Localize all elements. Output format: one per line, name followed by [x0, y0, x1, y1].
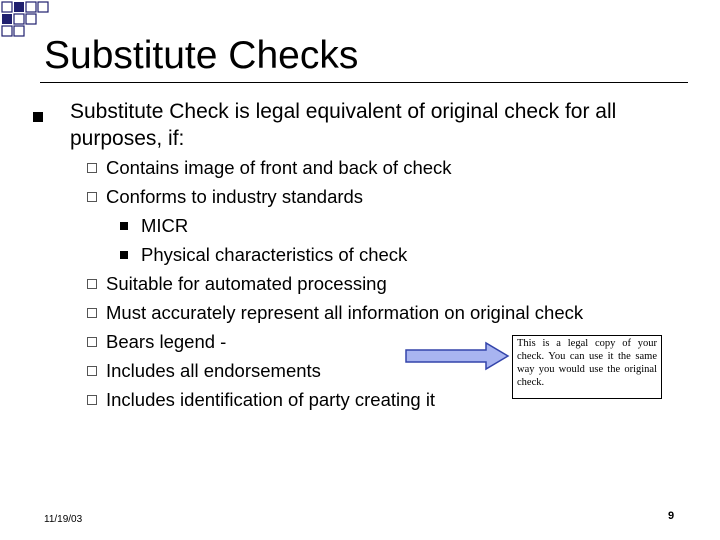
condition-item: Bears legend - — [106, 331, 227, 352]
standard-item: Physical characteristics of check — [141, 244, 408, 265]
square-bullet-icon — [33, 112, 43, 122]
slide-title: Substitute Checks — [44, 34, 359, 77]
standard-item: MICR — [141, 215, 189, 236]
footer-date: 11/19/03 — [44, 514, 83, 525]
condition-item: Includes identification of party creating it — [106, 389, 436, 410]
arrow-right-icon — [404, 341, 512, 371]
square-bullet-icon — [120, 251, 128, 259]
checkbox-bullet-icon — [87, 192, 97, 202]
title-divider — [40, 82, 688, 83]
checkbox-bullet-icon — [87, 366, 97, 376]
condition-item: Conforms to industry standards — [106, 186, 364, 207]
square-bullet-icon — [120, 222, 128, 230]
condition-item: Includes all endorsements — [106, 360, 321, 381]
checkbox-bullet-icon — [87, 279, 97, 289]
checkbox-bullet-icon — [87, 308, 97, 318]
checkbox-bullet-icon — [87, 395, 97, 405]
legend-callout: This is a legal copy of your check. You can use it the same way you would use the original check. — [512, 335, 662, 399]
checkbox-bullet-icon — [87, 337, 97, 347]
condition-item: Suitable for automated processing — [106, 273, 387, 294]
condition-item: Must accurately represent all information on original check — [106, 302, 584, 323]
checkbox-bullet-icon — [87, 163, 97, 173]
main-point: Substitute Check is legal equivalent of original check for all purposes, if: — [70, 100, 617, 150]
condition-item: Contains image of front and back of check — [106, 157, 452, 178]
page-number: 9 — [668, 510, 675, 522]
